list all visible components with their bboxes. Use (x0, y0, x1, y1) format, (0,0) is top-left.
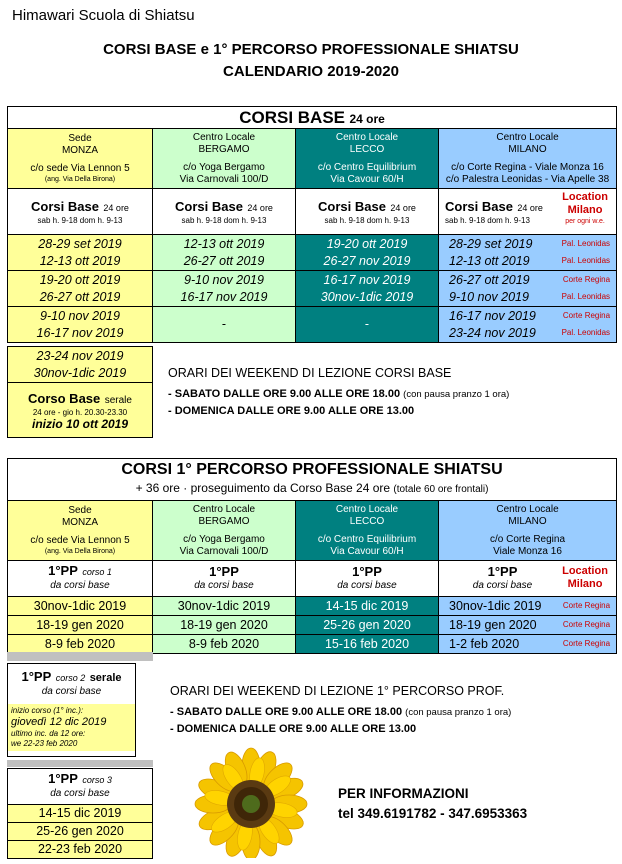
corsi-base-heading: CORSI BASE 24 ore (8, 107, 617, 129)
pp-row-2-bergamo: 18-19 gen 2020 (153, 616, 296, 635)
pp-row-3-bergamo: 8-9 feb 2020 (153, 635, 296, 654)
sede-milano: Centro Locale MILANO c/o Corte Regina - Viale Monza 16 c/o Palestra Leonidas - Via Apelle 38 (439, 129, 617, 189)
pp-heading: CORSI 1° PERCORSO PROFESSIONALE SHIATSU + 36 ore · proseguimento da Corso Base 24 ore (totale 60 ore frontali) (8, 459, 617, 501)
milano-dates-1: 28-29 set 2019 12-13 ott 2019 Pal. Leonidas Pal. Leonidas (439, 235, 617, 271)
pp-corso2-table (7, 663, 136, 757)
orari-base-title: ORARI DEI WEEKEND DI LEZIONE CORSI BASE (168, 366, 452, 380)
pp-row-3-lecco: 15-16 feb 2020 (296, 635, 439, 654)
lecco-dates-1: 19-20 ott 2019 26-27 nov 2019 (296, 235, 439, 271)
pp-row-3-monza: 8-9 feb 2020 (8, 635, 153, 654)
pp-corso3-header: 1°PP corso 3 da corsi base (8, 769, 153, 805)
pp-row-2-lecco: 25-26 gen 2020 (296, 616, 439, 635)
lecco-dates-2: 16-17 nov 2019 30nov-1dic 2019 (296, 271, 439, 307)
pp-row-2-milano: 18-19 gen 2020 Corte Regina (439, 616, 617, 635)
pp-sede-bergamo: Centro Locale BERGAMO c/o Yoga Bergamo Via Carnovali 100/D (153, 501, 296, 561)
pp-table (7, 458, 617, 654)
orari-base-sabato: - SABATO DALLE ORE 9.00 ALLE ORE 18.00 (con pausa pranzo 1 ora) (168, 388, 510, 400)
monza-dates-4: 23-24 nov 2019 30nov-1dic 2019 (8, 347, 153, 383)
sunflower-image (192, 746, 310, 858)
pp-row-2-monza: 18-19 gen 2020 (8, 616, 153, 635)
course-header-lecco: Corsi Base 24 ore sab h. 9-18 dom h. 9-13 (296, 189, 439, 235)
pp-header-lecco: 1°PP da corsi base (296, 561, 439, 597)
sede-monza: Sede MONZA c/o sede Via Lennon 5 (ang. Via Della Birona) (8, 129, 153, 189)
monza-extra-table (7, 346, 153, 438)
pp-row-1-milano: 30nov-1dic 2019 Corte Regina (439, 597, 617, 616)
pp-header-bergamo: 1°PP da corsi base (153, 561, 296, 597)
pp-corso2: 1°PP corso 2 serale da corsi base inizio corso (1° inc.): giovedì 12 dic 2019 ultimo inc. da 12 ore: we 22-23 feb 2020 (8, 664, 136, 757)
pp-sede-milano: Centro Locale MILANO c/o Corte Regina Viale Monza 16 (439, 501, 617, 561)
pp-row-3-milano: 1-2 feb 2020 Corte Regina (439, 635, 617, 654)
course-header-milano: Corsi Base 24 ore sab h. 9-18 dom h. 9-13 Location Milano per ogni w.e. (439, 189, 617, 235)
pp-corso2-details: inizio corso (1° inc.): giovedì 12 dic 2019 ultimo inc. da 12 ore: we 22-23 feb 2020 (8, 704, 135, 751)
bergamo-dash: - (153, 307, 296, 343)
corsi-base-table (7, 106, 617, 343)
pp-sede-monza: Sede MONZA c/o sede Via Lennon 5 (ang. Via Della Birona) (8, 501, 153, 561)
sede-lecco: Centro Locale LECCO c/o Centro Equilibrium Via Cavour 60/H (296, 129, 439, 189)
orari-pp-title: ORARI DEI WEEKEND DI LEZIONE 1° PERCORSO PROF. (170, 684, 505, 698)
pp-header-monza: 1°PP corso 1 da corsi base (8, 561, 153, 597)
pp-corso3-date-2: 25-26 gen 2020 (8, 823, 153, 841)
milano-dates-3: 16-17 nov 2019 23-24 nov 2019 Corte Regina Pal. Leonidas (439, 307, 617, 343)
info-title: PER INFORMAZIONI (338, 786, 469, 801)
orari-pp-domenica: - DOMENICA DALLE ORE 9.00 ALLE ORE 13.00 (170, 723, 417, 735)
orari-pp-sabato: - SABATO DALLE ORE 9.00 ALLE ORE 18.00 (con pausa pranzo 1 ora) (170, 706, 512, 718)
bergamo-dates-2: 9-10 nov 2019 16-17 nov 2019 (153, 271, 296, 307)
pp-sede-lecco: Centro Locale LECCO c/o Centro Equilibrium Via Cavour 60/H (296, 501, 439, 561)
lecco-dash: - (296, 307, 439, 343)
bergamo-dates-1: 12-13 ott 2019 26-27 ott 2019 (153, 235, 296, 271)
pp-corso3-date-3: 22-23 feb 2020 (8, 841, 153, 859)
course-header-monza: Corsi Base 24 ore sab h. 9-18 dom h. 9-13 (8, 189, 153, 235)
orari-base-domenica: - DOMENICA DALLE ORE 9.00 ALLE ORE 13.00 (168, 405, 415, 417)
pp-header-milano: 1°PP da corsi base Location Milano (439, 561, 617, 597)
grey-divider (7, 652, 153, 661)
grey-divider-2 (7, 760, 153, 767)
pp-corso3-table (7, 768, 153, 859)
monza-dates-1: 28-29 set 2019 12-13 ott 2019 (8, 235, 153, 271)
info-phone: tel 349.6191782 - 347.6953363 (338, 806, 528, 821)
monza-dates-2: 19-20 ott 2019 26-27 ott 2019 (8, 271, 153, 307)
corso-base-serale: Corso Base serale 24 ore - gio h. 20.30-23.30 inizio 10 ott 2019 (8, 383, 153, 438)
course-header-bergamo: Corsi Base 24 ore sab h. 9-18 dom h. 9-13 (153, 189, 296, 235)
page-title: CORSI BASE e 1° PERCORSO PROFESSIONALE SHIATSU (103, 41, 519, 58)
school-name: Himawari Scuola di Shiatsu (12, 7, 195, 24)
location-milano: Location Milano per ogni w.e. (562, 191, 608, 225)
sede-bergamo: Centro Locale BERGAMO c/o Yoga Bergamo Via Carnovali 100/D (153, 129, 296, 189)
page-subtitle: CALENDARIO 2019-2020 (223, 63, 399, 80)
monza-dates-3: 9-10 nov 2019 16-17 nov 2019 (8, 307, 153, 343)
milano-dates-2: 26-27 ott 2019 9-10 nov 2019 Corte Regina Pal. Leonidas (439, 271, 617, 307)
pp-corso3-date-1: 14-15 dic 2019 (8, 805, 153, 823)
pp-row-1-lecco: 14-15 dic 2019 (296, 597, 439, 616)
pp-row-1-bergamo: 30nov-1dic 2019 (153, 597, 296, 616)
pp-row-1-monza: 30nov-1dic 2019 (8, 597, 153, 616)
